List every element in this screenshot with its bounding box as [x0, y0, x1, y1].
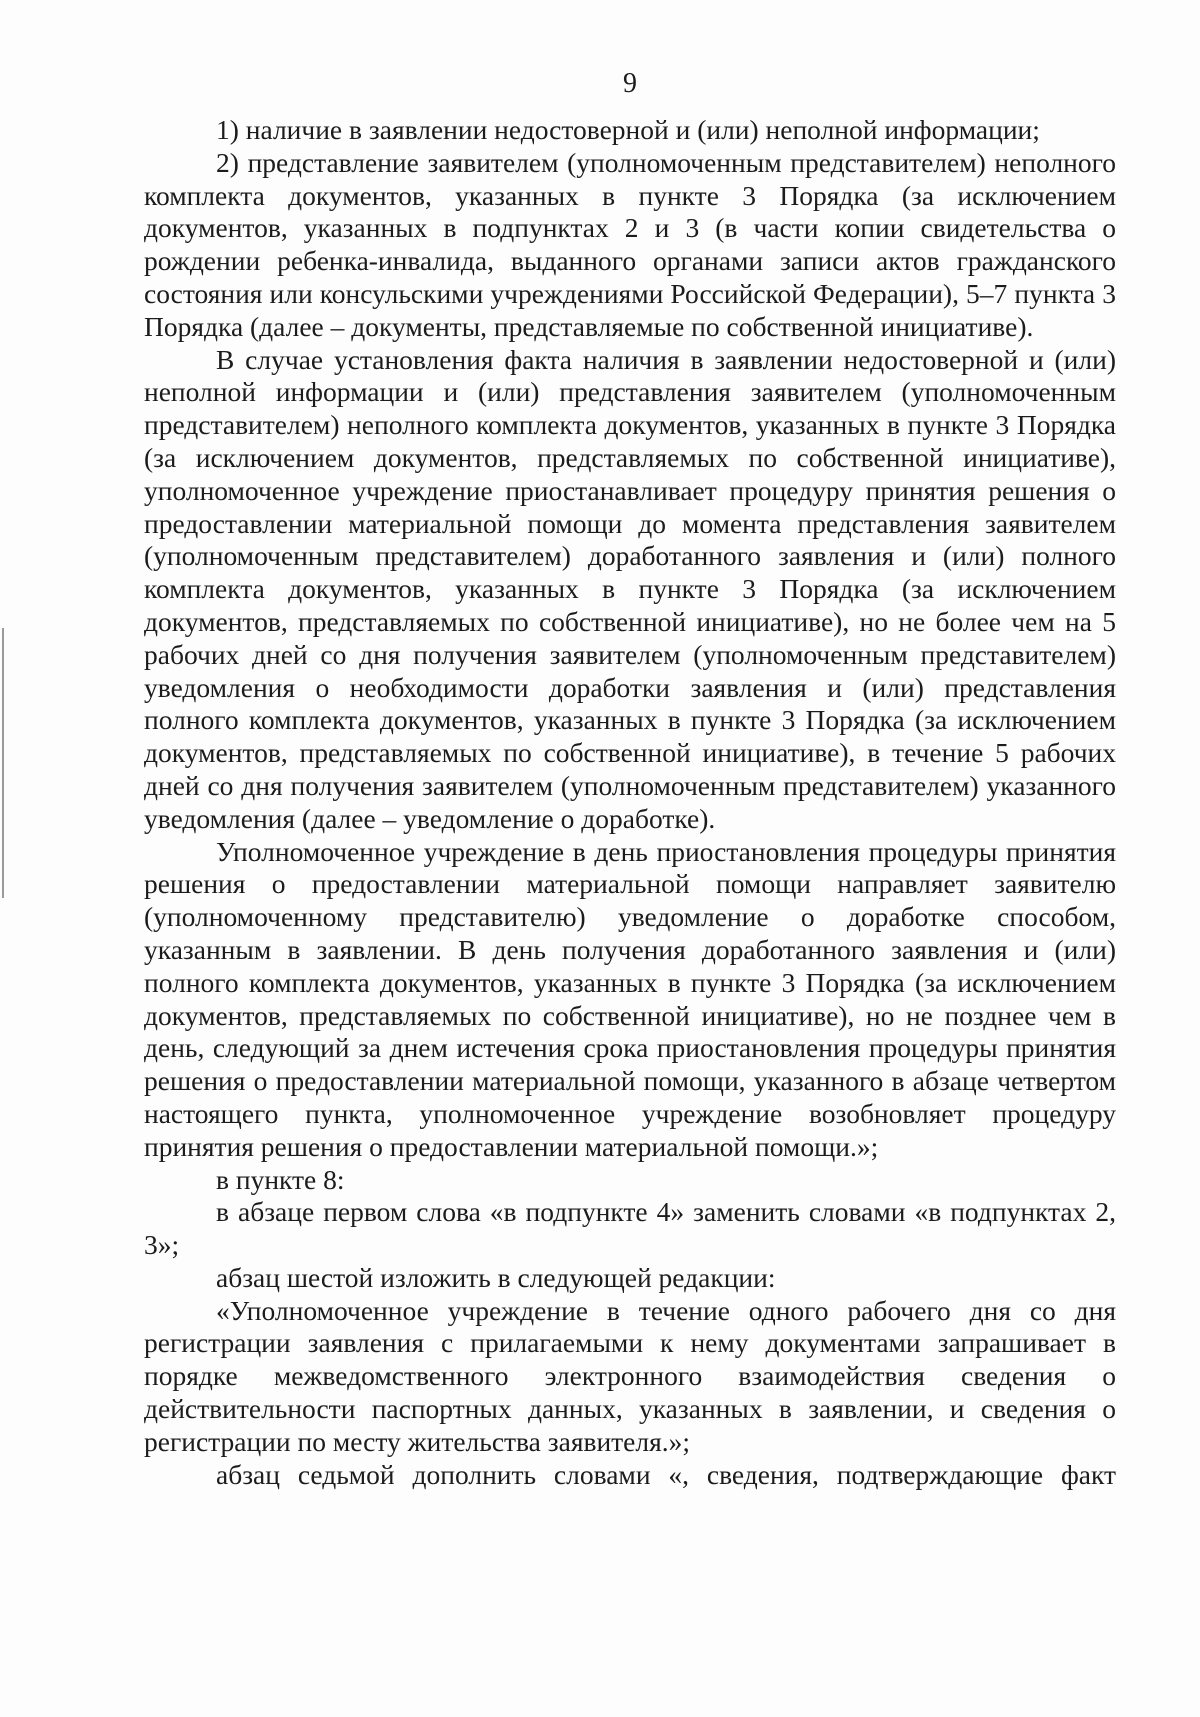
- paragraph-new-wording: «Уполномоченное учреждение в течение одного рабочего дня со дня регистрации заявления с прилагаемыми к нему документами запрашивает в порядке межведомственного электронного взаимодействия сведения о действительности паспортных данных, указанных в заявлении, и сведения о регистрации по месту жительства заявителя.»;: [144, 1294, 1116, 1457]
- paragraph-case: В случае установления факта наличия в заявлении недостоверной и (или) неполной информации и (или) представления заявителем (уполномоченным представителем) неполного комплекта документов, указанных в пункте 3 Порядка (за исключением документов, представляемых по собственной инициативе), уполномоченное учреждение приостанавливает процедуру принятия решения о предоставлении материальной помощи до момента представления заявителем (уполномоченным представителем) доработанного заявления и (или) полного комплекта документов, указанных в пункте 3 Порядка (за исключением документов, представляемых по собственной инициативе), но не более чем на 5 рабочих дней со дня получения заявителем (уполномоченным представителем) уведомления о необходимости доработки заявления и (или) представления полного комплекта документов, указанных в пункте 3 Порядка (за исключением документов, представляемых по собственной инициативе), в течение 5 рабочих дней со дня получения заявителем (уполномоченным представителем) указанного уведомления (далее – уведомление о доработке).: [144, 343, 1116, 834]
- paragraph-point-8: в пункте 8:: [216, 1163, 345, 1195]
- paragraph-authorized-institution: Уполномоченное учреждение в день приостановления процедуры принятия решения о предоставлении материальной помощи направляет заявителю (уполномоченному представителю) уведомление о доработке способом, указанным в заявлении. В день получения доработанного заявления и (или) полного комплекта документов, указанных в пункте 3 Порядка (за исключением документов, представляемых по собственной инициативе), но не позднее чем в день, следующий за днем истечения срока приостановления процедуры принятия решения о предоставлении материальной помощи, указанного в абзаце четвертом настоящего пункта, уполномоченное учреждение возобновляет процедуру принятия решения о предоставлении материальной помощи.»;: [144, 835, 1116, 1162]
- document-body: [144, 114, 1116, 1491]
- page-number: 9: [623, 68, 637, 99]
- paragraph-item-1: 1) наличие в заявлении недостоверной и (или) неполной информации;: [216, 114, 1040, 145]
- scan-edge-line: [2, 628, 4, 898]
- paragraph-item-2: 2) представление заявителем (уполномоченным представителем) неполного комплекта документов, указанных в пункте 3 Порядка (за исключением документов, указанных в подпунктах 2 и 3 (в части копии свидетельства о рождении ребенка-инвалида, выданного органами записи актов гражданского состояния или консульскими учреждениями Российской Федерации), 5–7 пункта 3 Порядка (далее – документы, представляемые по собственной инициативе).: [144, 146, 1116, 342]
- paragraph-first-abzac: в абзаце первом слова «в подпункте 4» заменить словами «в подпунктах 2, 3»;: [144, 1196, 1116, 1261]
- paragraph-sixth-abzac: абзац шестой изложить в следующей редакции:: [216, 1261, 776, 1293]
- paragraph-seventh-abzac: абзац седьмой дополнить словами «, сведения, подтверждающие факт: [216, 1458, 1116, 1490]
